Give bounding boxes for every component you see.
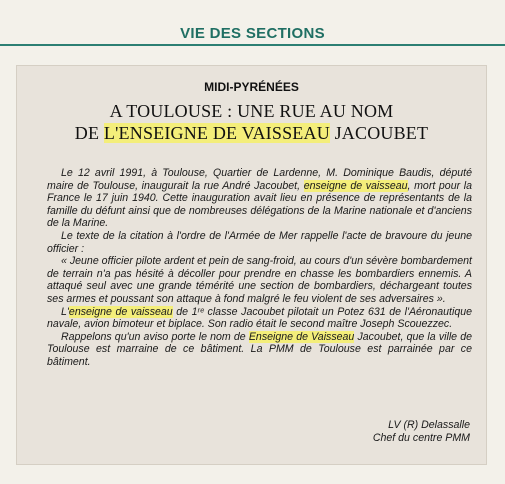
headline-line-2 bbox=[17, 122, 486, 144]
paragraph-1-highlight: enseigne de vaisseau bbox=[303, 179, 408, 192]
signature-title: Chef du centre PMM bbox=[372, 432, 470, 444]
paragraph-5-highlight: Enseigne de Vaisseau bbox=[248, 330, 355, 343]
paragraph-1 bbox=[47, 167, 472, 230]
page-header bbox=[0, 0, 505, 46]
section-title: VIE DES SECTIONS bbox=[180, 25, 325, 42]
headline-prefix: DE bbox=[74, 123, 104, 143]
region-label: MIDI-PYRÉNÉES bbox=[204, 80, 299, 94]
headline-suffix: JACOUBET bbox=[329, 123, 429, 143]
article-box bbox=[16, 65, 487, 465]
headline-highlight: L'ENSEIGNE DE VAISSEAU bbox=[103, 123, 330, 143]
signature-name: LV (R) Delassalle bbox=[388, 419, 470, 431]
paragraph-1-text-end: , mort pour la France le 17 juin 1940. Cette inauguration avait lieu en présence de représentants de la famille du défunt ainsi que de nombreuses délégations de la Marine nationale et d'anciens de la Marine. bbox=[47, 179, 472, 230]
paragraph-4 bbox=[47, 306, 472, 331]
article-body bbox=[47, 167, 472, 369]
article-headline bbox=[17, 100, 486, 144]
paragraph-1-text-start: Le 12 avril 1991, à Toulouse, Quartier de Lardenne, M. Dominique Baudis, député maire de Toulouse, inaugurait la rue André Jacoubet, bbox=[47, 167, 472, 192]
signature bbox=[373, 419, 470, 445]
paragraph-5-text-start: Rappelons qu'un aviso porte le nom de bbox=[61, 330, 249, 343]
headline-line-1: A TOULOUSE : UNE RUE AU NOM bbox=[109, 101, 394, 121]
header-divider bbox=[0, 44, 505, 46]
paragraph-4-highlight: enseigne de vaisseau bbox=[68, 305, 173, 318]
paragraph-4-text-start: L' bbox=[61, 305, 69, 318]
paragraph-5 bbox=[47, 331, 472, 369]
paragraph-3-quote: « Jeune officier pilote ardent et pein de sang-froid, au cours d'un sévère bombardement de terrain n'a pas hésité à décoller pour prendre en chasse les bombardiers ennemis. A attaqué seul avec une grande témérité une section de bombardiers, déchargeant toutes ses armes et poussant son attaque à fond malgré le feu violent de ses adversaires ». bbox=[47, 255, 472, 305]
paragraph-2: Le texte de la citation à l'ordre de l'Armée de Mer rappelle l'acte de bravoure du jeune officier : bbox=[47, 229, 472, 255]
paragraph-4-text-end: de 1ʳᵉ classe Jacoubet pilotait un Potez 631 de l'Aéronautique navale, avion bimoteur et biplace. Son radio était le second maître Joseph Scouezzec. bbox=[47, 305, 472, 331]
paragraph-5-text-end: Jacoubet, que la ville de Toulouse est marraine de ce bâtiment. La PMM de Toulouse est parrainée par ce bâtiment. bbox=[47, 330, 473, 368]
